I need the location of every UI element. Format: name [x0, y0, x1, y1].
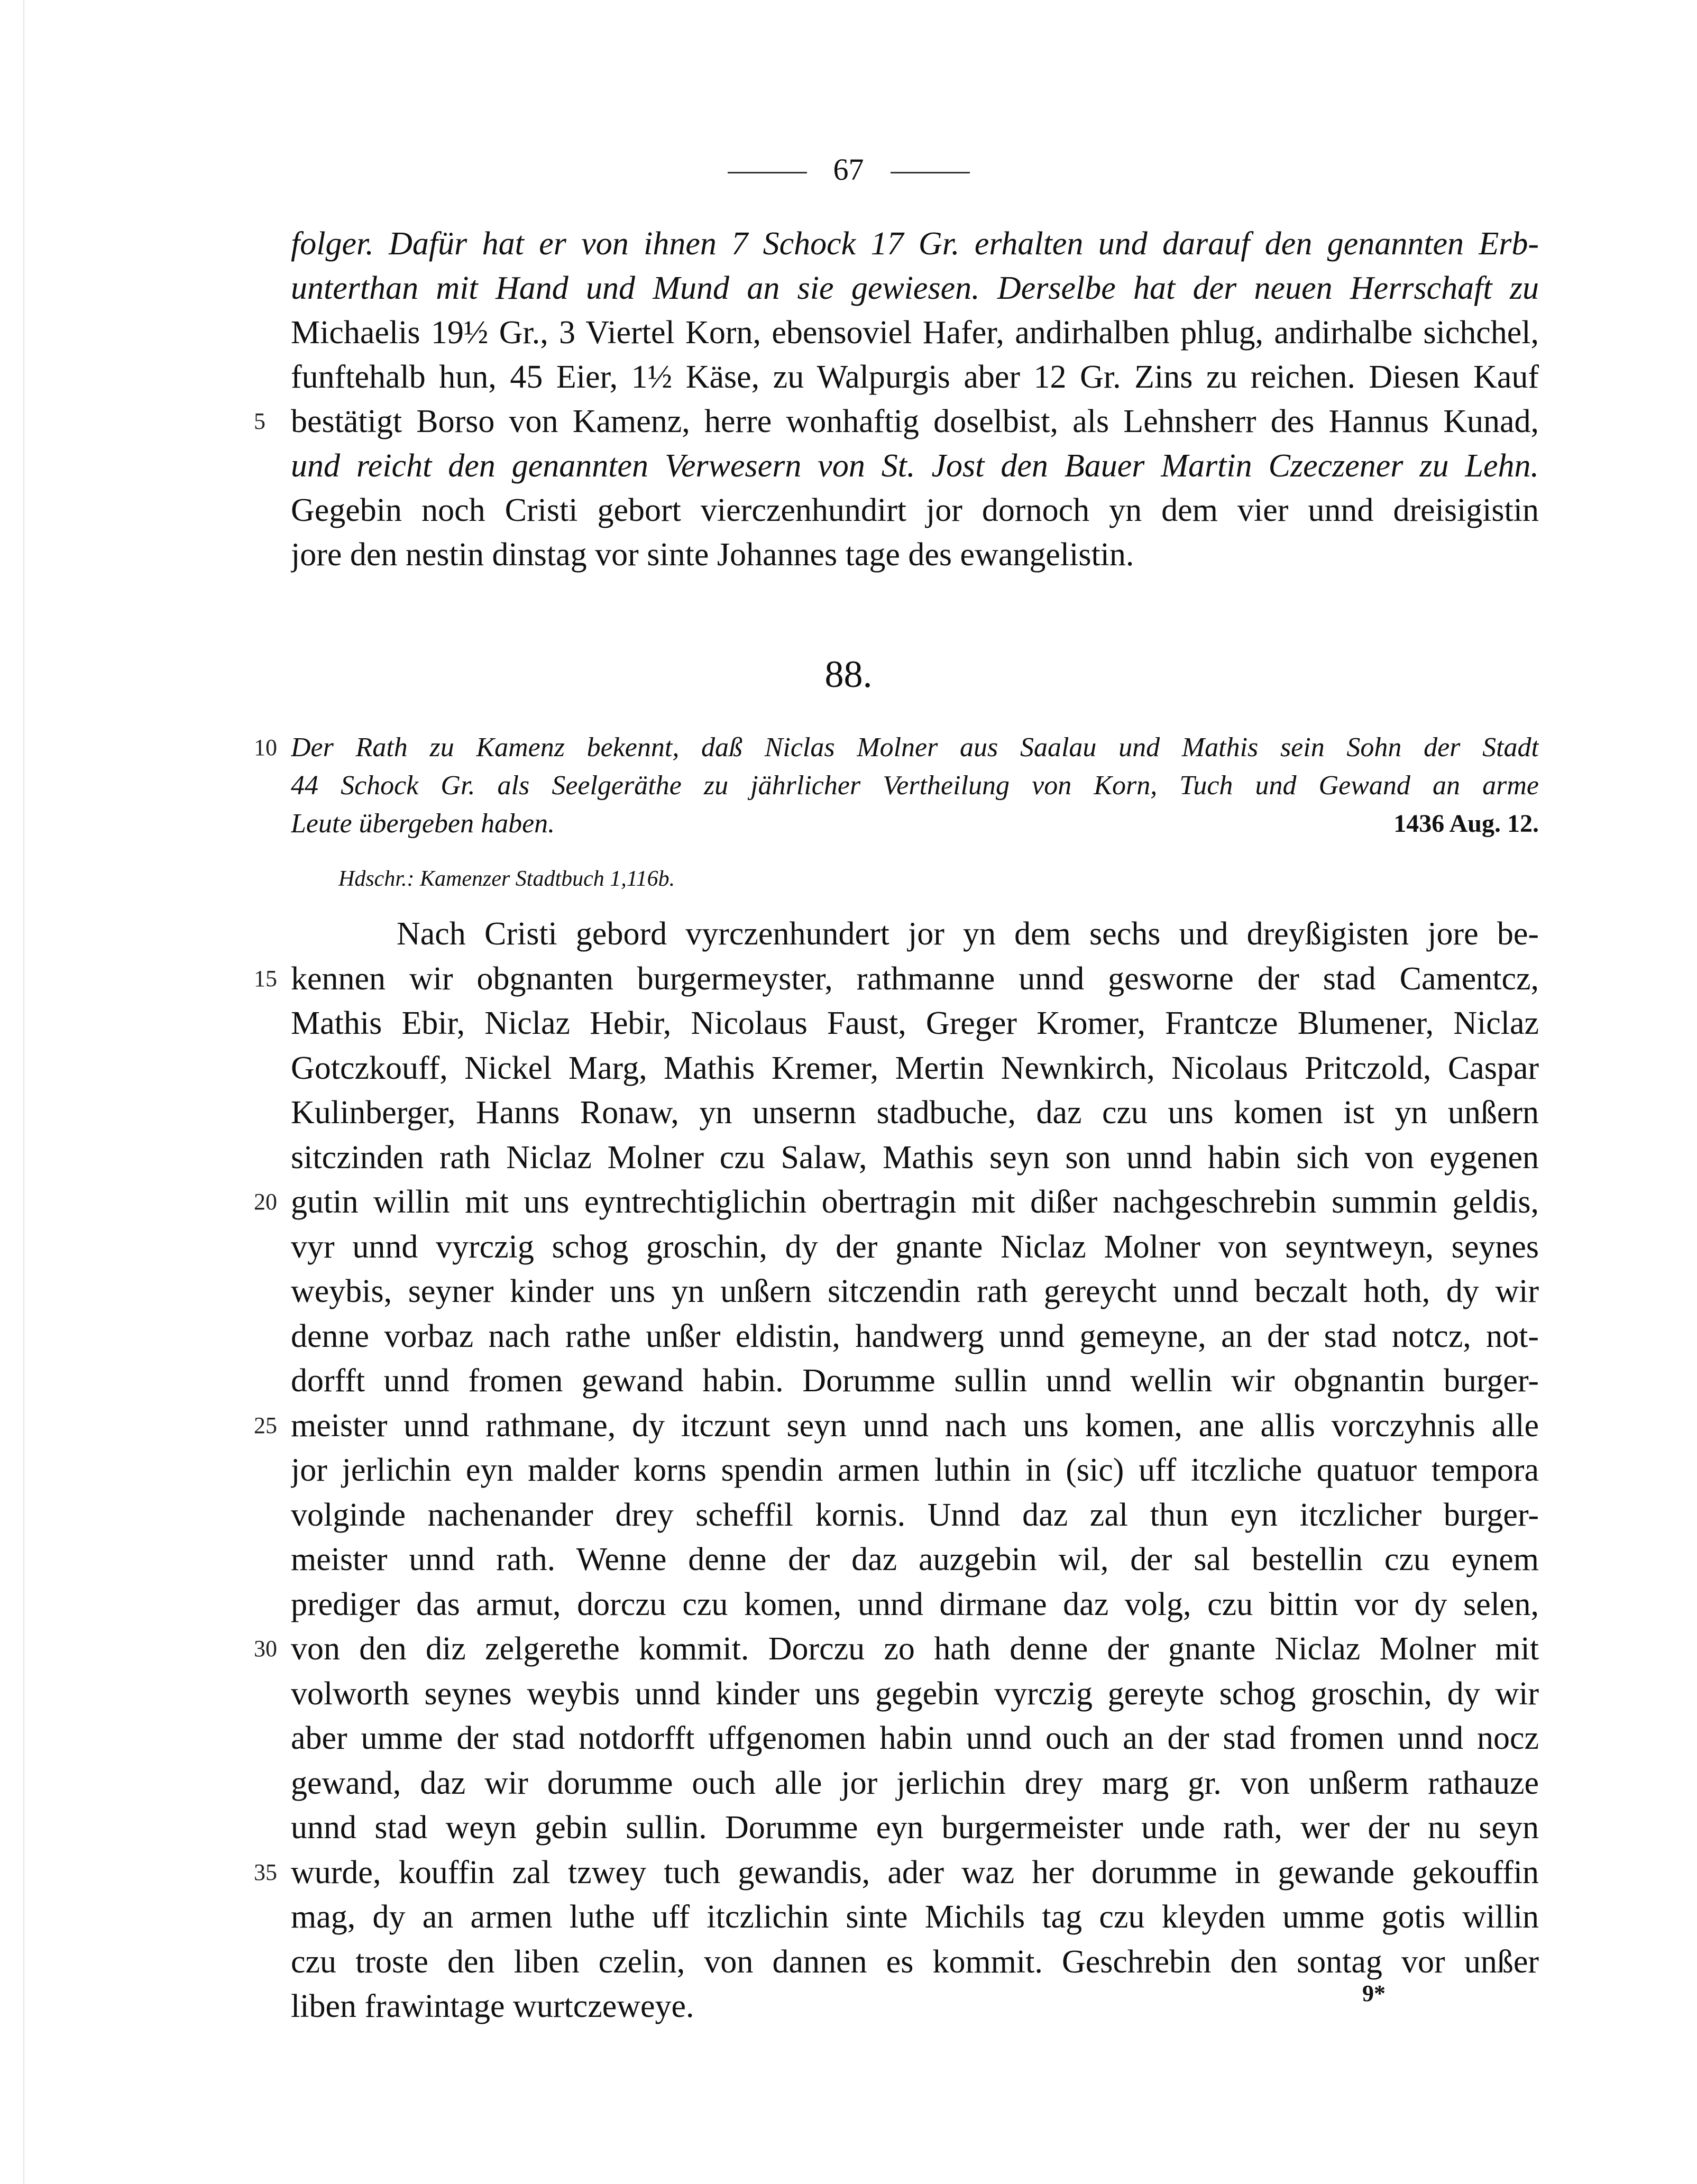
text-line: Gotczkouff, Nickel Marg, Mathis Kremer, Mertin Newnkirch, Nicolaus Pritczold, Caspar	[291, 1050, 1539, 1086]
text-line: Der Rath zu Kamenz bekennt, daß Niclas Molner aus Saalau und Mathis sein Sohn der Stadt	[291, 732, 1539, 763]
text-line: aber umme der stad notdorfft uffgenomen habin unnd ouch an der stad fromen unnd nocz	[291, 1720, 1539, 1756]
line-number: 20	[254, 1189, 277, 1215]
text-line: unnd stad weyn gebin sullin. Dorumme eyn burgermeister unde rath, wer der nu seyn	[291, 1810, 1539, 1846]
text-line: liben frawintage wurtczeweye.	[291, 1988, 694, 2024]
text-line: gutin willin mit uns eyntrechtiglichin obertragin mit dißer nachgeschrebin summin geldis,	[291, 1184, 1539, 1220]
text-line: vyr unnd vyrczig schog groschin, dy der gnante Niclaz Molner von seyntweyn, seynes	[291, 1228, 1539, 1265]
text-line: jor jerlichin eyn malder korns spendin armen luthin in (sic) uff itczliche quatuor tempora	[291, 1452, 1539, 1488]
text-line: unterthan mit Hand und Mund an sie gewiesen. Derselbe hat der neuen Herrschaft zu	[291, 270, 1539, 306]
line-number: 35	[254, 1859, 277, 1885]
signature-mark: 9*	[1362, 1980, 1386, 2006]
text-line: von den diz zelgerethe kommit. Dorczu zo hath denne der gnante Niclaz Molner mit	[291, 1631, 1539, 1667]
header-rule-left	[728, 172, 807, 173]
text-line: prediger das armut, dorczu czu komen, unnd dirmane daz volg, czu bittin vor dy selen,	[291, 1586, 1539, 1622]
text-line: czu troste den liben czelin, von dannen es kommit. Geschrebin den sontag vor unßer	[291, 1943, 1539, 1980]
text-line: meister unnd rath. Wenne denne der daz auzgebin wil, der sal bestellin czu eynem	[291, 1541, 1539, 1577]
source-note: Hdschr.: Kamenzer Stadtbuch 1,116b.	[338, 867, 675, 891]
line-number: 5	[254, 408, 265, 434]
text-line: bestätigt Borso von Kamenz, herre wonhaftig doselbist, als Lehnsherr des Hannus Kunad,	[291, 403, 1539, 439]
text-line: 44 Schock Gr. als Seelgeräthe zu jährlicher Vertheilung von Korn, Tuch und Gewand an arme	[291, 770, 1539, 801]
text-line: volworth seynes weybis unnd kinder uns gegebin vyrczig gereyte schog groschin, dy wir	[291, 1675, 1539, 1712]
text-line: denne vorbaz nach rathe unßer eldistin, handwerg unnd gemeyne, an der stad notcz, not-	[291, 1318, 1539, 1354]
text-line: Nach Cristi gebord vyrczenhundert jor yn dem sechs und dreyßigisten jore be-	[397, 916, 1539, 952]
text-line: mag, dy an armen luthe uff itczlichin sinte Michils tag czu kleyden umme gotis willin	[291, 1899, 1539, 1935]
text-line: Gegebin noch Cristi gebort vierczenhundirt jor dornoch yn dem vier unnd dreisigistin	[291, 492, 1539, 528]
line-number: 30	[254, 1636, 277, 1662]
text-line: kennen wir obgnanten burgermeyster, rathmanne unnd gesworne der stad Camentcz,	[291, 960, 1539, 997]
text-line: Kulinberger, Hanns Ronaw, yn unsernn stadbuche, daz czu uns komen ist yn unßern	[291, 1095, 1539, 1131]
text-line: und reicht den genannten Verwesern von St. Jost den Bauer Martin Czeczener zu Lehn.	[291, 448, 1539, 484]
text-line: funftehalb hun, 45 Eier, 1½ Käse, zu Walpurgis aber 12 Gr. Zins zu reichen. Diesen Kauf	[291, 359, 1539, 395]
text-line: wurde, kouffin zal tzwey tuch gewandis, ader waz her dorumme in gewande gekouffin	[291, 1854, 1539, 1891]
line-number: 10	[254, 735, 277, 760]
text-line: sitczinden rath Niclaz Molner czu Salaw, Mathis seyn son unnd habin sich von eygenen	[291, 1139, 1539, 1176]
page-header	[0, 148, 1697, 191]
text-line: jore den nestin dinstag vor sinte Johannes tage des ewangelistin.	[291, 537, 1134, 573]
text-line: meister unnd rathmane, dy itczunt seyn unnd nach uns komen, ane allis vorczyhnis alle	[291, 1407, 1539, 1444]
text-line: dorfft unnd fromen gewand habin. Dorumme sullin unnd wellin wir obgnantin burger-	[291, 1363, 1539, 1399]
text-line: Mathis Ebir, Niclaz Hebir, Nicolaus Faust, Greger Kromer, Frantcze Blumener, Niclaz	[291, 1005, 1539, 1041]
text-line: volginde nachenander drey scheffil kornis. Unnd daz zal thun eyn itczlicher burger-	[291, 1497, 1539, 1533]
document-date: 1436 Aug. 12.	[1393, 810, 1539, 838]
document-number: 88.	[824, 653, 873, 695]
page-number: 67	[833, 152, 864, 187]
line-number: 15	[254, 965, 277, 992]
line-number: 25	[254, 1412, 277, 1438]
header-rule-right	[891, 172, 970, 173]
text-line: gewand, daz wir dorumme ouch alle jor jerlichin drey marg gr. von unßerm rathauze	[291, 1765, 1539, 1801]
text-line: Michaelis 19½ Gr., 3 Viertel Korn, ebensoviel Hafer, andirhalben phlug, andirhalbe sichchel,	[291, 315, 1539, 351]
scan-edge-line	[23, 0, 24, 2184]
text-line: weybis, seyner kinder uns yn unßern sitczendin rath gereycht unnd beczalt hoth, dy wir	[291, 1273, 1539, 1309]
text-line: folger. Dafür hat er von ihnen 7 Schock 17 Gr. erhalten und darauf den genannten Erb-	[291, 226, 1539, 262]
text-line: Leute übergeben haben.	[291, 809, 555, 839]
